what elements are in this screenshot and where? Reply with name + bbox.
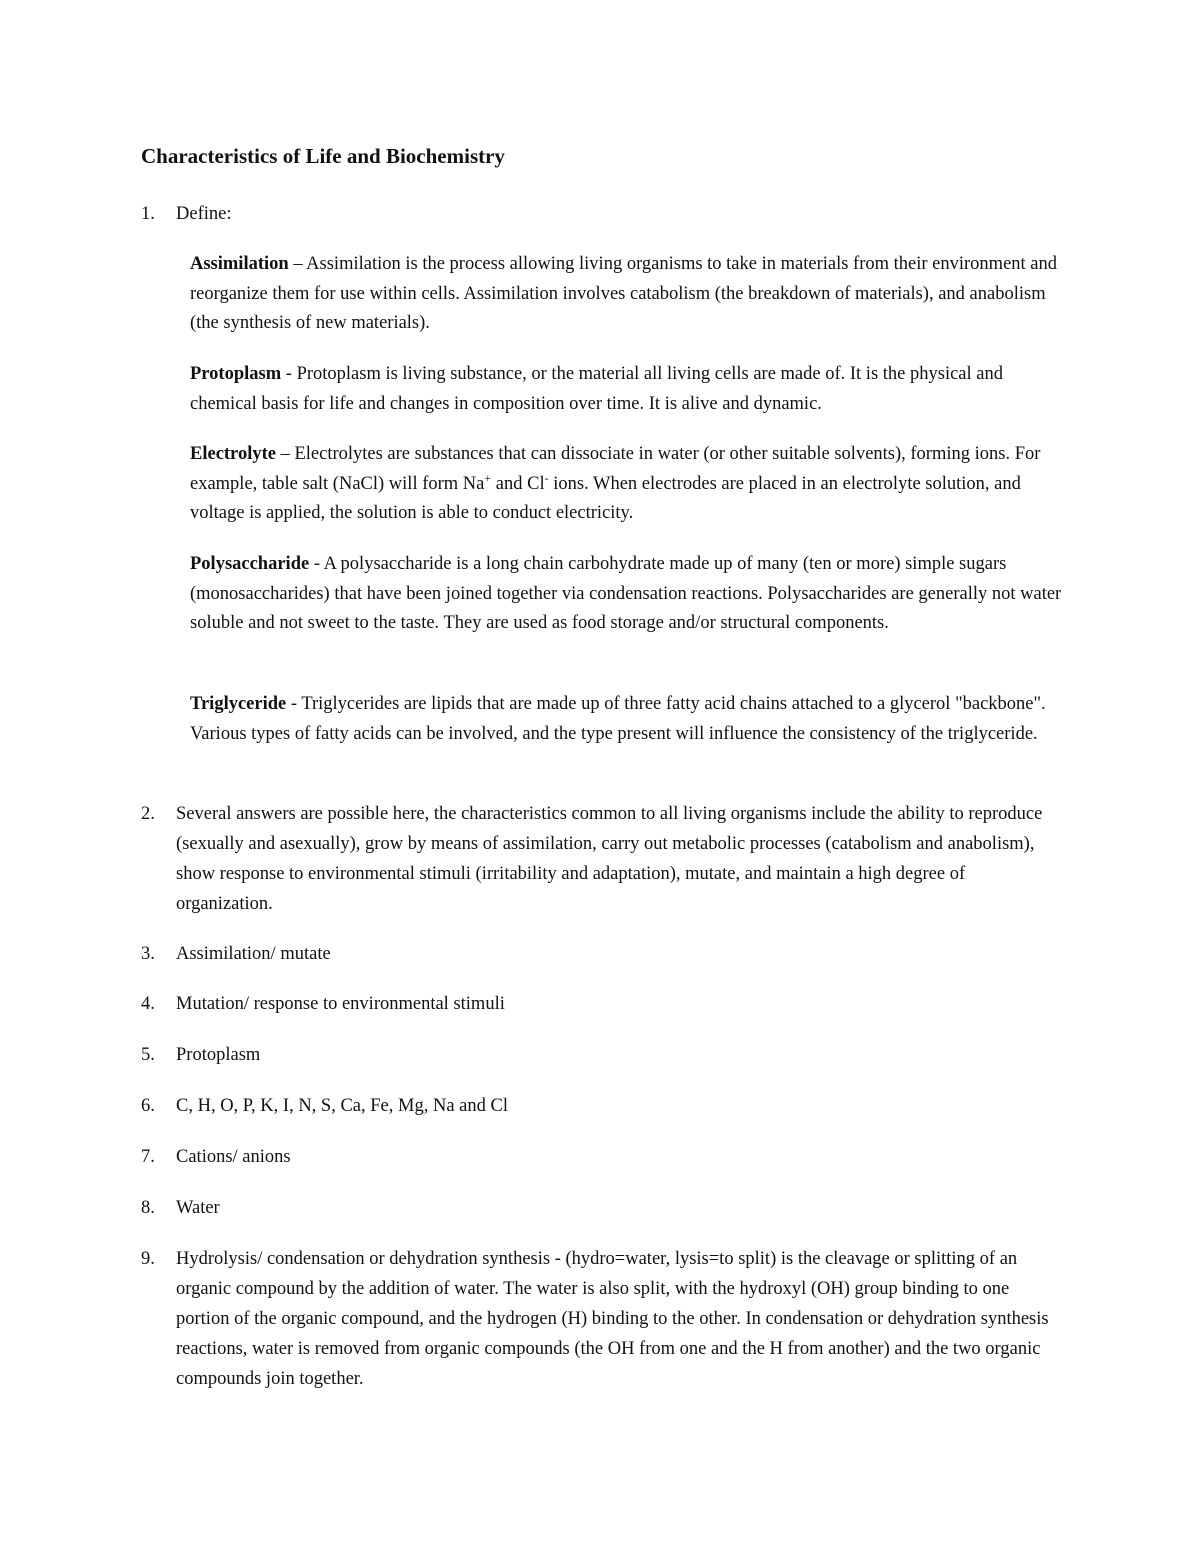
item-number: 7. — [141, 1147, 155, 1167]
question-1-label: Define: — [176, 204, 232, 224]
definition-term: Polysaccharide — [190, 554, 310, 574]
definition-protoplasm — [190, 360, 1070, 419]
superscript-plus: + — [484, 470, 492, 485]
definition-text: Electrolytes are substances that can dissociate in water (or other suitable solvents), forming ions. For example, table salt (NaCl) will form Na — [190, 444, 1041, 494]
definition-separator: - — [281, 364, 297, 384]
answer-text: C, H, O, P, K, I, N, S, Ca, Fe, Mg, Na and Cl — [176, 1096, 508, 1116]
definition-polysaccharide — [190, 550, 1070, 639]
definition-text: Protoplasm is living substance, or the material all living cells are made of. It is the physical and chemical basis for life and changes in composition over time. It is alive and dynamic. — [190, 364, 1003, 414]
answer-text: Assimilation/ mutate — [176, 944, 331, 964]
answer-text: Hydrolysis/ condensation or dehydration synthesis - (hydro=water, lysis=to split) is the cleavage or splitting of an organic compound by the addition of water. The water is also split, with the hydroxyl (OH) group binding to one portion of the organic compound, and the hydrogen (H) binding to the other. In condensation or dehydration synthesis reactions, water is removed from organic compounds (the OH from one and the H from another) and the two organic compounds join together. — [176, 1249, 1049, 1389]
definition-text: A polysaccharide is a long chain carbohydrate made up of many (ten or more) simple sugars (monosaccharides) that have been joined together via condensation reactions. Polysaccharides are generally not water soluble and not sweet to the taste. They are used as food storage and/or structural components. — [190, 554, 1062, 633]
document-title: Characteristics of Life and Biochemistry — [141, 144, 505, 168]
item-number: 4. — [141, 994, 155, 1014]
definition-separator: – — [275, 444, 295, 464]
definition-term: Electrolyte — [190, 444, 276, 464]
answer-text: Cations/ anions — [176, 1147, 291, 1167]
definition-text: Assimilation is the process allowing living organisms to take in materials from their environment and reorganize them for use within cells. Assimilation involves catabolism (the breakdown of materials), and anabolism (the synthesis of new materials). — [190, 254, 1058, 333]
definition-text: and Cl — [491, 473, 545, 494]
definition-assimilation — [190, 250, 1070, 339]
item-number: 3. — [141, 944, 155, 964]
definition-text: ions. When electrodes are placed in an electrolyte solution, and voltage is applied, the solution is able to conduct electricity. — [190, 473, 1021, 523]
item-number: 6. — [141, 1096, 155, 1116]
definition-separator: - — [286, 694, 302, 714]
answer-text: Protoplasm — [176, 1045, 261, 1065]
definition-term: Assimilation — [190, 254, 289, 274]
definition-term: Triglyceride — [190, 694, 287, 714]
definition-electrolyte — [190, 440, 1070, 529]
answer-text: Several answers are possible here, the characteristics common to all living organisms include the ability to reproduce (sexually and asexually), grow by means of assimilation, carry out metabolic processes (catabolism and anabolism), show response to environmental stimuli (irritability and adaptation), mutate, and maintain a high degree of organization. — [176, 804, 1043, 914]
item-number: 9. — [141, 1249, 155, 1269]
definition-separator: - — [309, 554, 324, 574]
item-number: 8. — [141, 1198, 155, 1218]
item-number: 1. — [141, 204, 155, 224]
item-number: 5. — [141, 1045, 155, 1065]
definition-term: Protoplasm — [190, 364, 282, 384]
definition-text: Triglycerides are lipids that are made up of three fatty acid chains attached to a glycerol "backbone". Various types of fatty acids can be involved, and the type present will influence the consistency of the triglyceride. — [190, 694, 1046, 744]
definition-triglyceride — [190, 690, 1070, 749]
answer-text: Water — [176, 1198, 220, 1218]
superscript-minus: - — [544, 470, 549, 485]
item-number: 2. — [141, 804, 155, 824]
definition-separator: – — [288, 254, 307, 274]
answer-text: Mutation/ response to environmental stimuli — [176, 994, 505, 1014]
